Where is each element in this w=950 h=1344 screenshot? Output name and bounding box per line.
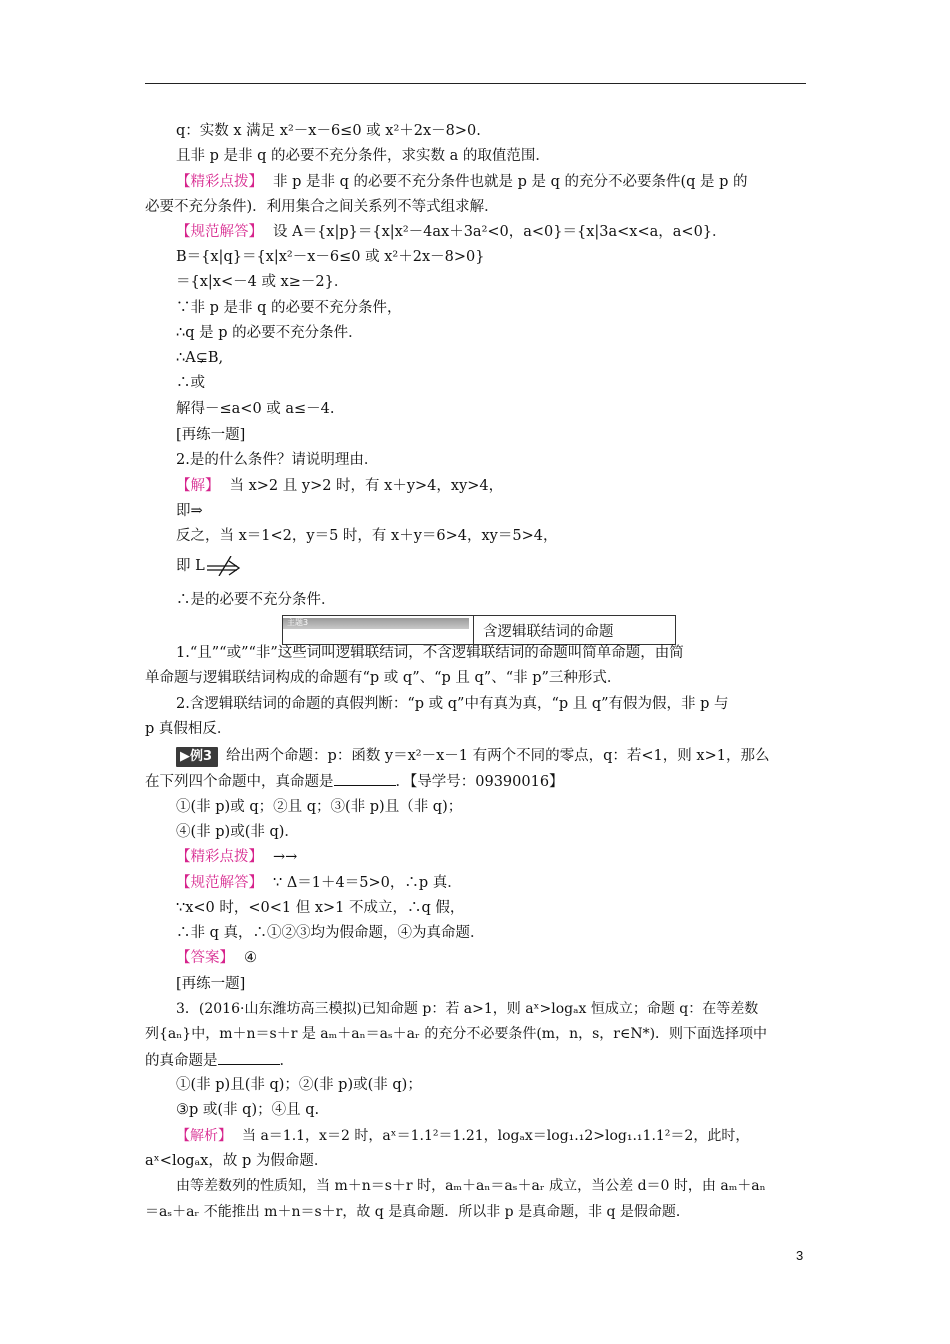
text-content: 设 A＝{x|p}＝{x|x²－4ax＋3a²<0，a<0}＝{x|3a<x<a，a<0}．: [273, 224, 727, 240]
text-line: ∴非 q 真，∴①②③均为假命题，④为真命题．: [176, 925, 485, 941]
text-content: 当 x>2 且 y>2 时，有 x＋y>4，xy>4，: [229, 478, 504, 494]
text-line: ∴q 是 p 的必要不充分条件．: [176, 325, 363, 341]
answer-blank: [218, 1050, 280, 1065]
topic-header: [282, 615, 676, 645]
topic-label: 主题3: [287, 618, 309, 627]
hint-tag: 【精彩点拨】: [176, 174, 263, 190]
text-line: 由等差数列的性质知，当 m＋n＝s＋r 时，aₘ＋aₙ＝aₛ＋aᵣ 成立，当公差 d＝0 时，由 aₘ＋aₙ: [176, 1178, 766, 1194]
answer-blank: [334, 771, 396, 786]
text-line: [176, 556, 243, 576]
text-line: ④(非 p)或(非 q)．: [176, 824, 299, 840]
text-line: 解得－≤a<0 或 a≤－4.: [176, 401, 335, 417]
hint-tag: 【精彩点拨】: [176, 849, 263, 865]
text-line: [145, 1050, 294, 1071]
text-content: 非 p 是非 q 的必要不充分条件也就是 p 是 q 的充分不必要条件(q 是 p 的: [273, 174, 748, 190]
text-content: ．: [279, 1053, 294, 1069]
text-line: ①(非 p)或 q；②且 q；③(非 p)且（非 q)；: [176, 799, 463, 815]
text-line: 单命题与逻辑联结词构成的命题有“p 或 q”、“p 且 q”、“非 p”三种形式．: [145, 670, 622, 686]
topic-bar: [283, 618, 469, 629]
text-content: 给出两个命题：p：函数 y＝x²－x－1 有两个不同的零点，q：若<1，则 x>1，那么: [226, 748, 770, 764]
text-content: 在下列四个命题中，真命题是: [145, 774, 334, 790]
answer-tag: 【答案】: [176, 950, 234, 966]
text-line: [176, 873, 462, 893]
text-line: B＝{x|q}＝{x|x²－x－6≤0 或 x²＋2x－8>0}: [176, 249, 485, 265]
text-line: 1.“且”“或”“非”这些词叫逻辑联结词，不含逻辑联结词的命题叫简单命题，由简: [176, 645, 684, 661]
text-line: ＝{x|x<－4 或 x≥－2}．: [176, 274, 349, 290]
example-badge: ▶例3: [176, 747, 218, 767]
solution-tag: 【解】: [176, 478, 220, 494]
text-line: ∴A⊊B,: [176, 350, 224, 366]
text-content: 当 a＝1.1，x＝2 时，aˣ＝1.1²＝1.21，logₐx＝log₁.₁2>log₁.₁1.1²＝2，此时，: [242, 1128, 750, 1144]
topic-title: 含逻辑联结词的命题: [483, 624, 614, 640]
example-label: 例3: [190, 749, 213, 764]
text-line: [145, 771, 564, 792]
solution-tag: 【规范解答】: [176, 875, 263, 891]
text-content: 的真命题是: [145, 1053, 218, 1069]
text-line: [176, 172, 748, 192]
text-line: [176, 847, 297, 867]
text-line: [176, 476, 503, 496]
text-line: ＝aₛ＋aᵣ 不能推出 m＋n＝s＋r，故 q 是真命题．所以非 p 是真命题，非 q 是假命题．: [145, 1204, 690, 1220]
text-line: q：实数 x 满足 x²－x－6≤0 或 x²＋2x－8>0.: [176, 123, 481, 139]
text-line: 即⇒: [176, 503, 203, 519]
text-line: ∴或: [176, 375, 205, 391]
text-line: ③p 或(非 q)；④且 q.: [176, 1102, 320, 1118]
text-content: ．【导学号：09390016】: [395, 774, 564, 790]
text-line: [176, 1126, 749, 1146]
analysis-tag: 【解析】: [176, 1128, 232, 1144]
topic-label-area: [283, 616, 473, 644]
text-content: →→: [273, 849, 298, 865]
text-line: [176, 746, 769, 767]
text-line: aˣ<logₐx，故 p 为假命题．: [145, 1153, 329, 1169]
text-line: p 真假相反．: [145, 721, 232, 737]
text-line: [176, 948, 257, 968]
text-line: [176, 222, 727, 242]
text-line: [再练一题]: [176, 427, 246, 443]
text-line: ∵非 p 是非 q 的必要不充分条件，: [176, 300, 402, 316]
solution-tag: 【规范解答】: [176, 224, 263, 240]
text-line: 3．(2016·山东潍坊高三模拟)已知命题 p：若 a>1，则 aˣ>logₐx 恒成立；命题 q：在等差数: [176, 1001, 759, 1017]
text-line: 必要不充分条件)．利用集合之间关系列不等式组求解．: [145, 199, 499, 215]
text-line: ∴是的必要不充分条件．: [176, 592, 336, 608]
text-line: 列{aₙ}中，m＋n＝s＋r 是 aₘ＋aₙ＝aₛ＋aᵣ 的充分不必要条件(m，n，s，r∈N*)．则下面选择项中: [145, 1026, 768, 1042]
text-line: [再练一题]: [176, 976, 246, 992]
header-rule: [145, 83, 806, 84]
text-line: 反之，当 x＝1<2，y＝5 时，有 x＋y＝6>4，xy＝5>4，: [176, 528, 558, 544]
page-number: 3: [796, 1248, 804, 1263]
text-content: ④: [244, 950, 257, 966]
text-line: 2.含逻辑联结词的命题的真假判断：“p 或 q”中有真为真，“p 且 q”有假为假，非 p 与: [176, 696, 729, 712]
text-line: ①(非 p)且(非 q)；②(非 p)或(非 q)；: [176, 1077, 422, 1093]
topic-divider: [473, 616, 474, 644]
text-content: 即 L: [176, 558, 205, 574]
not-implies-icon: [205, 556, 243, 576]
text-line: 2.是的什么条件？请说明理由．: [176, 452, 379, 468]
text-line: ∵x<0 时，<0<1 但 x>1 不成立，∴q 假，: [176, 900, 465, 916]
text-content: ∵ Δ＝1＋4＝5>0，∴p 真．: [273, 875, 462, 891]
text-line: 且非 p 是非 q 的必要不充分条件，求实数 a 的取值范围．: [176, 148, 550, 164]
